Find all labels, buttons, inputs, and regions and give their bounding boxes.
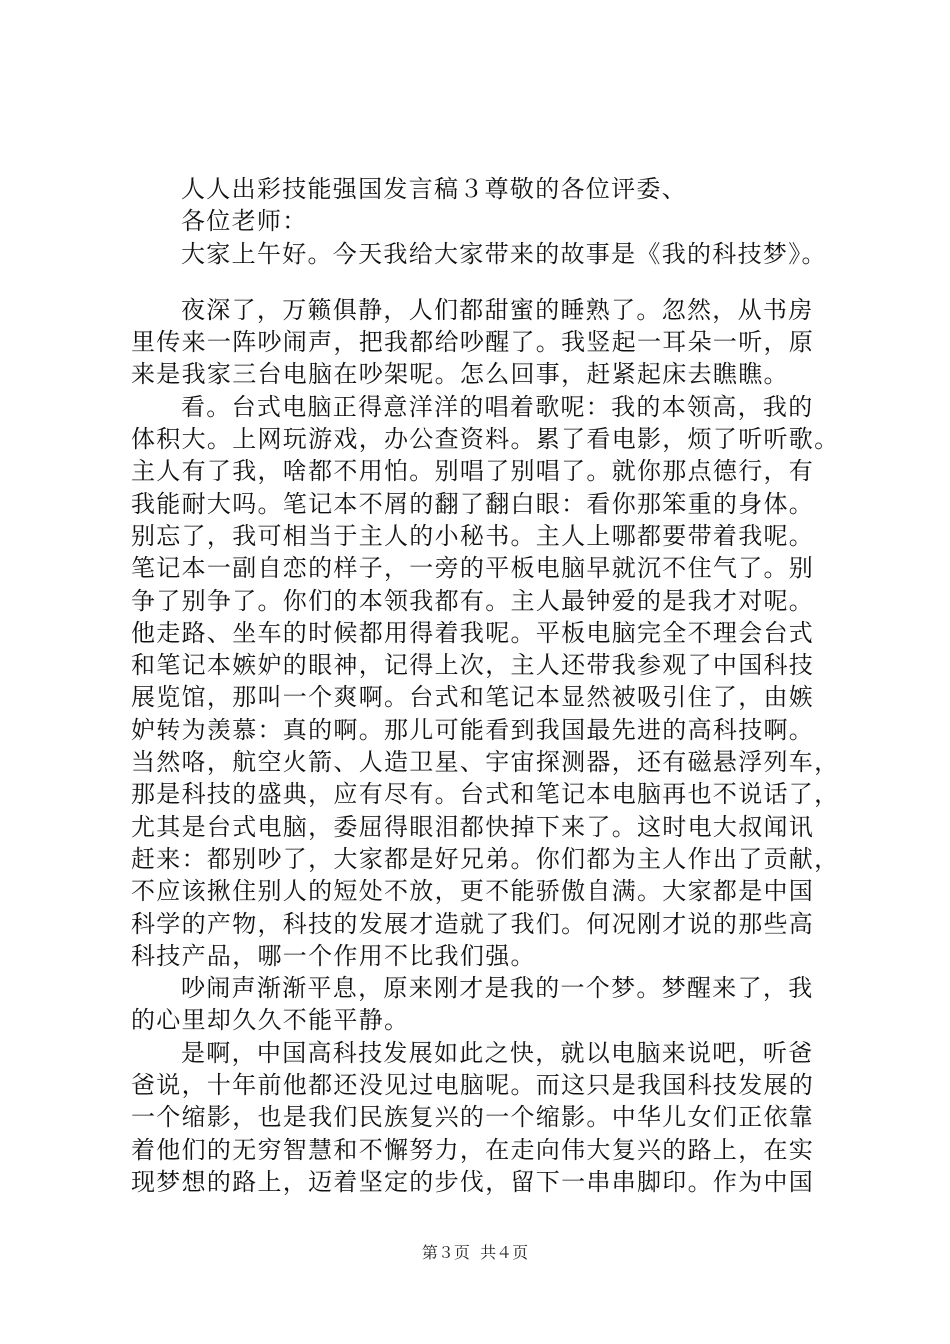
text-line: 妒转为羡慕：真的啊。那儿可能看到我国最先进的高科技啊。 [131, 715, 815, 744]
text-line: 笔记本一副自恋的样子，一旁的平板电脑早就沉不住气了。别 [131, 554, 815, 583]
text-line: 着他们的无穷智慧和不懈努力，在走向伟大复兴的路上，在实 [131, 1135, 815, 1164]
text-line: 主人有了我，啥都不用怕。别唱了别唱了。就你那点德行，有 [131, 457, 815, 486]
text-line: 夜深了，万籁俱静，人们都甜蜜的睡熟了。忽然，从书房 [181, 295, 814, 324]
text-line: 吵闹声渐渐平息，原来刚才是我的一个梦。梦醒来了，我 [181, 974, 814, 1003]
text-line: 体积大。上网玩游戏，办公查资料。累了看电影，烦了听听歌。 [131, 425, 840, 454]
text-line: 爸说，十年前他都还没见过电脑呢。而这只是我国科技发展的 [131, 1071, 815, 1100]
document-body [131, 173, 841, 1198]
text-line: 来是我家三台电脑在吵架呢。怎么回事，赶紧起床去瞧瞧。 [131, 360, 789, 389]
text-line: 展览馆，那叫一个爽啊。台式和笔记本显然被吸引住了，由嫉 [131, 683, 815, 712]
text-line: 当然咯，航空火箭、人造卫星、宇宙探测器，还有磁悬浮列车， [131, 748, 840, 777]
paragraph-gap [131, 270, 841, 294]
text-line: 现梦想的路上，迈着坚定的步伐，留下一串串脚印。作为中国 [131, 1167, 815, 1196]
page-number: 第３页 [421, 1243, 470, 1262]
text-line: 那是科技的盛典，应有尽有。台式和笔记本电脑再也不说话了， [131, 780, 840, 809]
text-line: 争了别争了。你们的本领我都有。主人最钟爱的是我才对呢。 [131, 586, 815, 615]
text-line: 科学的产物，科技的发展才造就了我们。何况刚才说的那些高 [131, 909, 815, 938]
footer-spacer [470, 1243, 480, 1262]
text-line: 是啊，中国高科技发展如此之快，就以电脑来说吧，听爸 [181, 1038, 814, 1067]
text-line: 的心里却久久不能平静。 [131, 1006, 410, 1035]
text-line: 赶来：都别吵了，大家都是好兄弟。你们都为主人作出了贡献， [131, 844, 840, 873]
page-total: 共４页 [480, 1243, 529, 1262]
text-line: 我能耐大吗。笔记本不屑的翻了翻白眼：看你那笨重的身体。 [131, 489, 815, 518]
text-line: 科技产品，哪一个作用不比我们强。 [131, 941, 536, 970]
page-footer [0, 1243, 950, 1263]
text-line: 大家上午好。今天我给大家带来的故事是《我的科技梦》。 [181, 239, 827, 268]
text-line: 各位老师： [181, 207, 308, 236]
text-line: 不应该揪住别人的短处不放，更不能骄傲自满。大家都是中国 [131, 877, 815, 906]
text-line: 和笔记本嫉妒的眼神，记得上次，主人还带我参观了中国科技 [131, 651, 815, 680]
text-line: 一个缩影，也是我们民族复兴的一个缩影。中华儿女们正依靠 [131, 1103, 815, 1132]
text-line: 里传来一阵吵闹声，把我都给吵醒了。我竖起一耳朵一听，原 [131, 328, 815, 357]
text-line: 他走路、坐车的时候都用得着我呢。平板电脑完全不理会台式 [131, 618, 815, 647]
text-line: 看。台式电脑正得意洋洋的唱着歌呢：我的本领高，我的 [181, 392, 814, 421]
text-line: 别忘了，我可相当于主人的小秘书。主人上哪都要带着我呢。 [131, 521, 815, 550]
text-line: 人人出彩技能强国发言稿３尊敬的各位评委、 [181, 175, 687, 203]
text-line: 尤其是台式电脑，委屈得眼泪都快掉下来了。这时电大叔闻讯 [131, 812, 815, 841]
